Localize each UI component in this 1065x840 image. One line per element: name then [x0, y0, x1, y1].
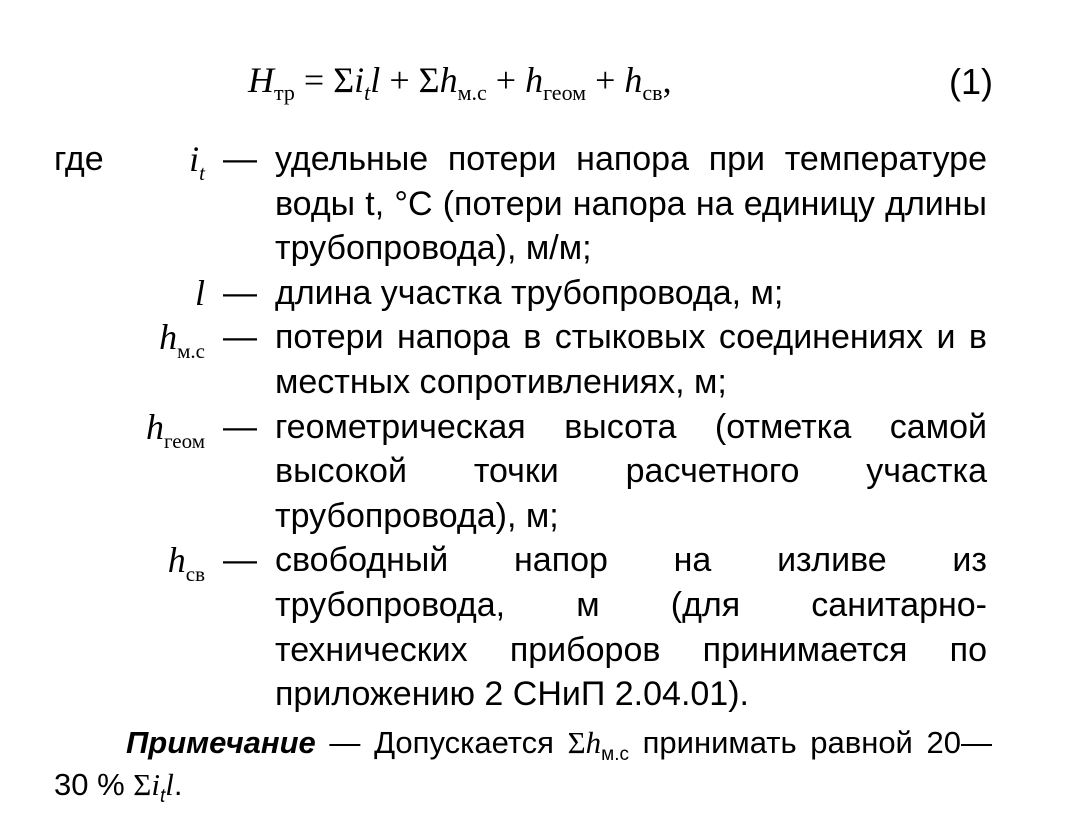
formula-h-sv-sub: св [642, 80, 663, 105]
symbol-letter: h [159, 317, 178, 358]
definition-symbol [0, 538, 205, 587]
note-h-sub: м.с [601, 744, 629, 765]
definition-row [0, 137, 1065, 271]
formula-i-sub: t [364, 80, 371, 105]
note-text-2: принимать равной 20—30 % [54, 725, 992, 802]
formula-h-ms: h [439, 60, 458, 100]
formula-h-ms-sub: м.с [457, 80, 487, 105]
formula-plus-2: + [586, 60, 625, 100]
definition-row [0, 315, 1065, 404]
definition-dash: — [223, 273, 257, 312]
definition-text: длина участка трубопровода, м; [275, 273, 784, 312]
formula-l: l [370, 60, 381, 100]
formula-h-sv: h [624, 60, 643, 100]
definition-symbol [0, 405, 205, 453]
symbol-subscript: св [185, 562, 205, 587]
note-i-sub: t [159, 786, 166, 807]
formula-h-geom-sub: геом [543, 80, 587, 105]
definition-row [0, 538, 1065, 716]
symbol-letter: h [145, 406, 164, 447]
note-label: Примечание [126, 725, 316, 760]
definition-symbol [0, 315, 205, 364]
symbol-subscript: м.с [177, 339, 205, 364]
definition-symbol [0, 271, 205, 316]
equation-number: (1) [949, 61, 993, 102]
definition-dash: — [223, 140, 257, 178]
symbol-subscript: геом [163, 428, 205, 453]
note-sum-1: Σ [567, 725, 586, 760]
where-label: где [54, 140, 104, 178]
formula-1 [248, 60, 672, 105]
formula-lhs-sub: тр [274, 80, 295, 105]
formula-eq-sum: = Σ [294, 60, 355, 100]
note-i: i [151, 767, 160, 802]
definition-text: удельные потери напора при температуре воды t, °С (потери напора на единицу длины трубопровода), м/м; [275, 140, 987, 268]
formula-plus-sum: + Σ [380, 60, 440, 100]
symbol-letter: i [189, 139, 200, 179]
note-paragraph [54, 722, 992, 806]
symbol-subscript: t [199, 161, 205, 185]
note-text-1: Допускается [374, 725, 568, 760]
formula-lhs: H [248, 60, 274, 100]
definition-dash: — [223, 407, 257, 446]
definition-dash: — [223, 318, 257, 357]
definition-row [0, 405, 1065, 539]
note-dash: — [315, 725, 375, 760]
definition-text: свободный напор на изливе из трубопровода, м (для санитарно-технических приборов принимается по приложению 2 СНиП 2.04.01). [275, 541, 987, 714]
note-h: h [585, 725, 602, 760]
symbol-letter: h [167, 540, 186, 581]
definitions-list [0, 137, 1065, 717]
formula-tail: , [662, 60, 672, 100]
formula-h-geom: h [525, 60, 544, 100]
formula-i: i [354, 60, 365, 100]
symbol-letter: l [194, 272, 205, 313]
note-sum-2: Σ [133, 767, 152, 802]
definition-dash: — [223, 541, 257, 580]
definition-text: потери напора в стыковых соединениях и в местных сопротивлениях, м; [275, 318, 987, 401]
formula-plus-1: + [486, 60, 526, 100]
definition-text: геометрическая высота (отметка самой высокой точки расчетного участка трубопровода), м; [275, 407, 987, 535]
note-end: . [173, 767, 183, 802]
note-l: l [165, 767, 174, 802]
definition-row [0, 271, 1065, 316]
